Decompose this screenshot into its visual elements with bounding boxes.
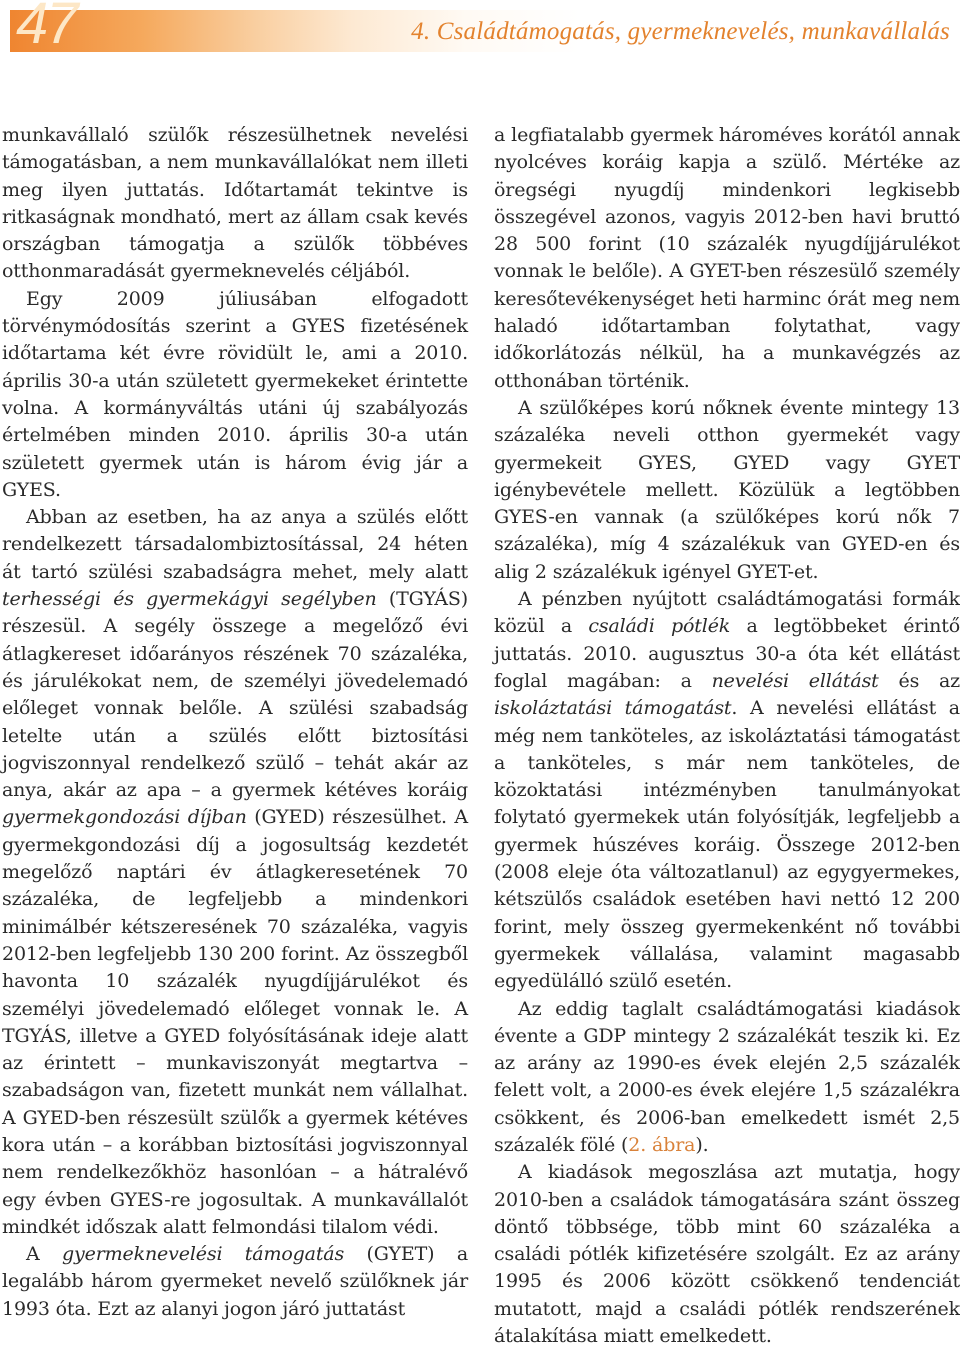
paragraph: A szülőképes korú nőknek évente mintegy 13 százaléka neveli otthon gyermekét vagy gyermekeit GYES, GYED vagy GYET igénybevétele mellett. Közülük a legtöbben GYES-en vannak (a szülőképes korú nők 7 százaléka), míg 4 százalékuk van GYED-en és alig 2 százalékuk igényel GYET-et.: [494, 396, 960, 583]
paragraph: Abban az esetben, ha az anya a szülés előtt rendelkezett társadalombiztosítással, 24 héten át tartó szülési szabadságra mehet, mely alatt terhességi és gyermekágyi segélyben (TGYÁS) részesül. A segély összege a megelőző évi átlagkereset időarányos részének 70 százaléka, és járulékokat nem, de személyi jövedelemadó előleget vonnak belőle. A szülési szabadság letelte után a szülés előtt biztosítási jogviszonnyal rendelkező szülő – tehát akár az anya, akár az apa – a gyermek kétéves koráig gyermekgondozási díjban (GYED) részesülhet. A gyermekgondozási díj a jogosultság kezdetét megelőző naptári év átlagkeresetének 70 százaléka, de legfeljebb a mindenkori minimálbér kétszeresének 70 százaléka, vagyis 2012-ben legfeljebb 130 200 forint. Az összegből havonta 10 százalék nyugdíjjárulékot és személyi jövedelemadó előleget vonnak le. A TGYÁS, illetve a GYED folyósításának ideje alatt az érintett – munkaviszonyát megtartva – szabadságon van, fizetett munkát nem vállalhat. A GYED-ben részesült szülők a gyermek kétéves kora után – a korábban biztosítási jogviszonnyal nem rendelkezőkhöz hasonlóan – a hátralévő egy évben GYES-re jogosultak. A munkavállalót mindkét időszak alatt felmondási tilalom védi.: [2, 506, 468, 1238]
paragraph: munkavállaló szülők részesülhetnek nevelési támogatásban, a nem munkavállalókat nem illeti meg ilyen juttatás. Időtartamát tekintve is ritkaságnak mondható, mert az állam csak kevés országban támogatja a szülők többéves otthonmaradását gyermeknevelés céljából.: [2, 124, 468, 283]
term-gyet: gyermeknevelési támogatás: [62, 1243, 345, 1266]
right-column: [494, 122, 960, 1350]
term-nevelesi-ellatas: nevelési ellátást: [711, 669, 879, 692]
page-header: [0, 0, 960, 60]
page-number: 47: [16, 0, 77, 56]
term-iskoláztatasi-tamogatas: iskoláztatási támogatást: [494, 697, 732, 720]
term-tgyas: terhességi és gyermekágyi segélyben: [2, 588, 377, 611]
term-gyed: gyermekgondozási díjban: [2, 806, 247, 829]
paragraph: A pénzben nyújtott családtámogatási formák közül a családi pótlék a legtöbbeket érintő juttatás. 2010. augusztus 30-a óta két ellátást foglal magában: a nevelési ellátást és az iskoláztatási támogatást. A nevelési ellátást a még nem tanköteles, az iskoláztatási támogatást a tanköteles, s már nem tanköteles, de közoktatási intézményben tanulmányokat folytató gyermekek után folyósítják, legfeljebb a gyermek húszéves koráig. Összege 2012-ben (2008 eleje óta változatlanul) az egygyermekes, kétszülős családok esetében havi nettó 12 200 forint, mely összeg gyermekenként nő további gyermekek vállalása, valamint magasabb egyedülálló szülő esetén.: [494, 588, 960, 993]
left-column: [2, 122, 468, 1323]
chapter-title: 4. Családtámogatás, gyermeknevelés, munkavállalás: [411, 18, 950, 45]
paragraph: A kiadások megoszlása azt mutatja, hogy 2010-ben a családok támogatására szánt összeg döntő többsége, több mint 60 százaléka a családi pótlék kifizetésére szolgált. Ez az arány 1995 és 2006 között csökkenő tendenciát mutatott, majd a családi pótlék rendszerének átalakítása miatt emelkedett.: [494, 1161, 960, 1348]
paragraph: Egy 2009 júliusában elfogadott törvénymódosítás szerint a GYES fizetésének időtartama két évre rövidült le, ami a 2010. április 30-a után született gyermekeket érintette volna. A kormányváltás utáni új szabályozás értelmében minden 2010. április 30-a után született gyermek után is három évig jár a GYES.: [2, 287, 468, 501]
term-csaladi-potlek: családi pótlék: [588, 615, 731, 638]
paragraph: Az eddig taglalt családtámogatási kiadások évente a GDP mintegy 2 százalékát teszik ki. Ez az arány az 1990-es évek elején 2,5 százalék felett volt, a 2000-es évek elejére 1,5 százalékra csökkent, és 2006-ban emelkedett ismét 2,5 százalék fölé (2. ábra).: [494, 997, 960, 1156]
figure-reference-link[interactable]: 2. ábra: [628, 1133, 696, 1156]
paragraph: a legfiatalabb gyermek hároméves korától annak nyolcéves koráig kapja a szülő. Mértéke az öregségi nyugdíj mindenkori legkisebb összegével azonos, vagyis 2012-ben havi bruttó 28 500 forint (10 százalék nyugdíjjárulékot vonnak le belőle). A GYET-ben részesülő személy keresőtevékenységet heti harminc órát meg nem haladó időtartamban folytathat, vagy időkorlátozás nélkül, ha a munkavégzés az otthonában történik.: [494, 124, 960, 392]
paragraph: A gyermeknevelési támogatás (GYET) a legalább három gyermeket nevelő szülőknek jár 1993 óta. Ezt az alanyi jogon járó juttatást: [2, 1243, 468, 1320]
